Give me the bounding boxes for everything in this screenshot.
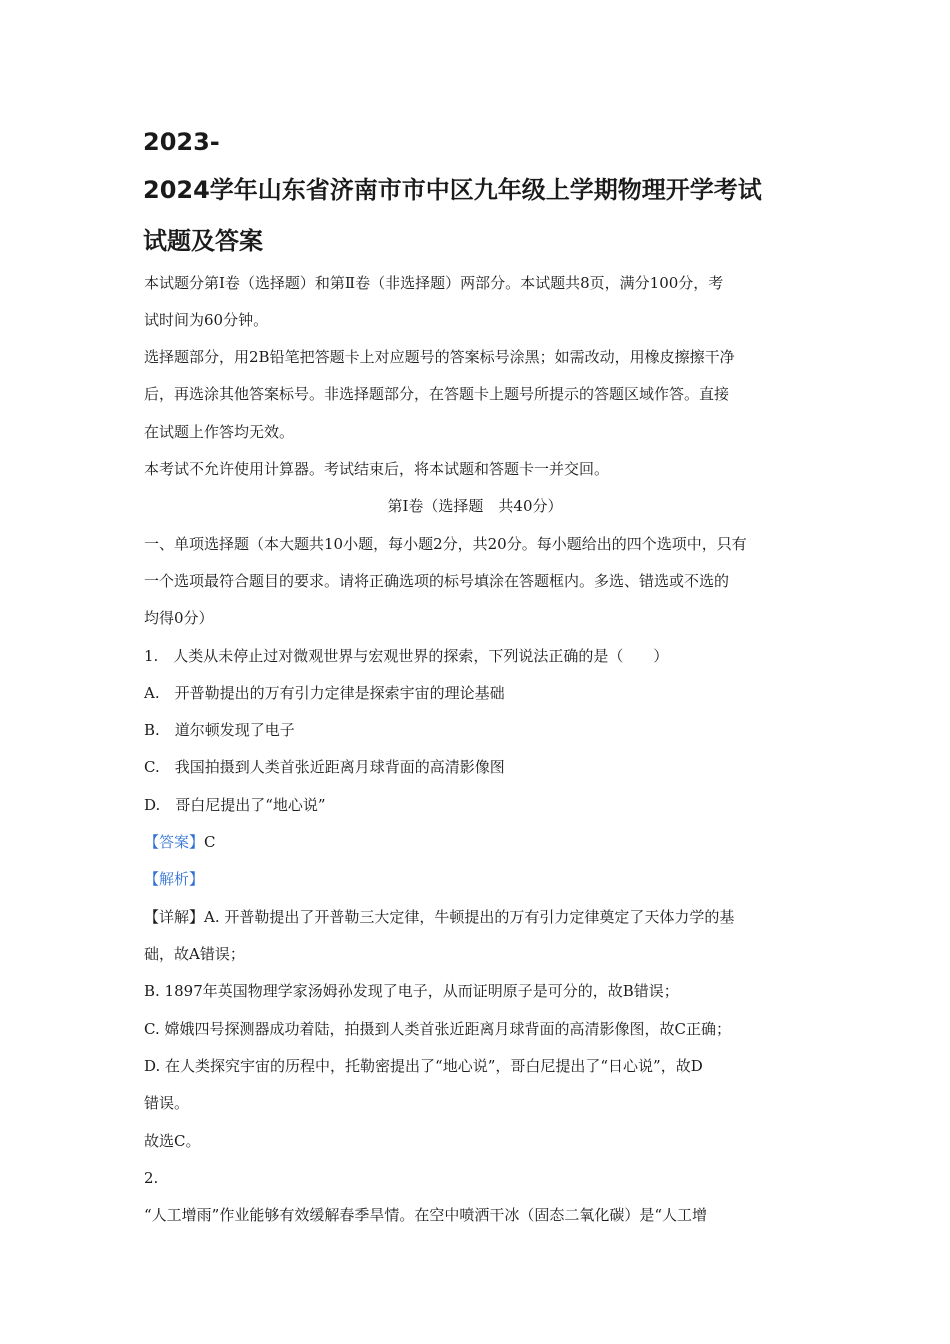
intro-paragraph-2-cont: 在试题上作答均无效。 (144, 423, 295, 441)
analysis-tag: 【解析】 (144, 870, 205, 888)
detail-text: A. 开普勒提出了开普勒三大定律，牛顿提出的万有引力定律奠定了天体力学的基 (204, 908, 735, 926)
intro-paragraph-1-cont: 试时间为60分钟。 (144, 311, 269, 329)
question-2-number: 2. (144, 1169, 159, 1187)
question-1-option-c: C. 我国拍摄到人类首张近距离月球背面的高清影像图 (144, 758, 505, 776)
question-1-conclusion: 故选C。 (144, 1132, 201, 1150)
intro-paragraph-2: 选择题部分，用2B铅笔把答题卡上对应题号的答案标号涂黑；如需改动，用橡皮擦擦干净 (144, 348, 735, 366)
doc-title-line-3: 试题及答案 (143, 227, 263, 255)
question-2-stem: “人工增雨”作业能够有效缓解春季旱情。在空中喷洒干冰（固态二氧化碳）是“人工增 (144, 1206, 708, 1224)
question-1-detail-d: D. 在人类探究宇宙的历程中，托勒密提出了“地心说”，哥白尼提出了“日心说”，故D (144, 1057, 703, 1075)
question-1-detail-b: B. 1897年英国物理学家汤姆孙发现了电子，从而证明原子是可分的，故B错误； (144, 982, 679, 1000)
doc-title-line-1: 2023- (143, 128, 220, 156)
section-heading: 第Ⅰ卷（选择题 共40分） (387, 497, 563, 515)
question-1-option-a: A. 开普勒提出的万有引力定律是探索宇宙的理论基础 (144, 684, 505, 702)
answer-tag: 【答案】 (144, 833, 205, 851)
doc-title-line-2: 2024学年山东省济南市市中区九年级上学期物理开学考试 (143, 176, 762, 204)
section-instructions-cont: 均得0分） (144, 609, 214, 627)
answer-value: C (204, 833, 216, 851)
section-instructions-cont: 一个选项最符合题目的要求。请将正确选项的标号填涂在答题框内。多选、错选或不选的 (144, 572, 730, 590)
question-1-stem: 1. 人类从未停止过对微观世界与宏观世界的探索，下列说法正确的是（ ） (144, 647, 669, 665)
question-1-detail-c: C. 嫦娥四号探测器成功着陆，拍摄到人类首张近距离月球背面的高清影像图，故C正确； (144, 1020, 731, 1038)
question-1-detail-cont: 础，故A错误； (144, 945, 245, 963)
intro-paragraph-1: 本试题分第Ⅰ卷（选择题）和第Ⅱ卷（非选择题）两部分。本试题共8页，满分100分，考 (144, 274, 724, 292)
detail-tag: 【详解】 (144, 908, 205, 926)
question-1-option-b: B. 道尔顿发现了电子 (144, 721, 295, 739)
intro-paragraph-3: 本考试不允许使用计算器。考试结束后，将本试题和答题卡一并交回。 (144, 460, 610, 478)
intro-paragraph-2-cont: 后，再选涂其他答案标号。非选择题部分，在答题卡上题号所提示的答题区域作答。直接 (144, 385, 730, 403)
section-instructions: 一、单项选择题（本大题共10小题，每小题2分，共20分。每小题给出的四个选项中，只有 (144, 535, 747, 553)
question-1-option-d: D. 哥白尼提出了“地心说” (144, 796, 326, 814)
question-1-detail-d-cont: 错误。 (144, 1094, 190, 1112)
question-1-detail (144, 910, 824, 925)
question-1-answer (144, 835, 824, 850)
